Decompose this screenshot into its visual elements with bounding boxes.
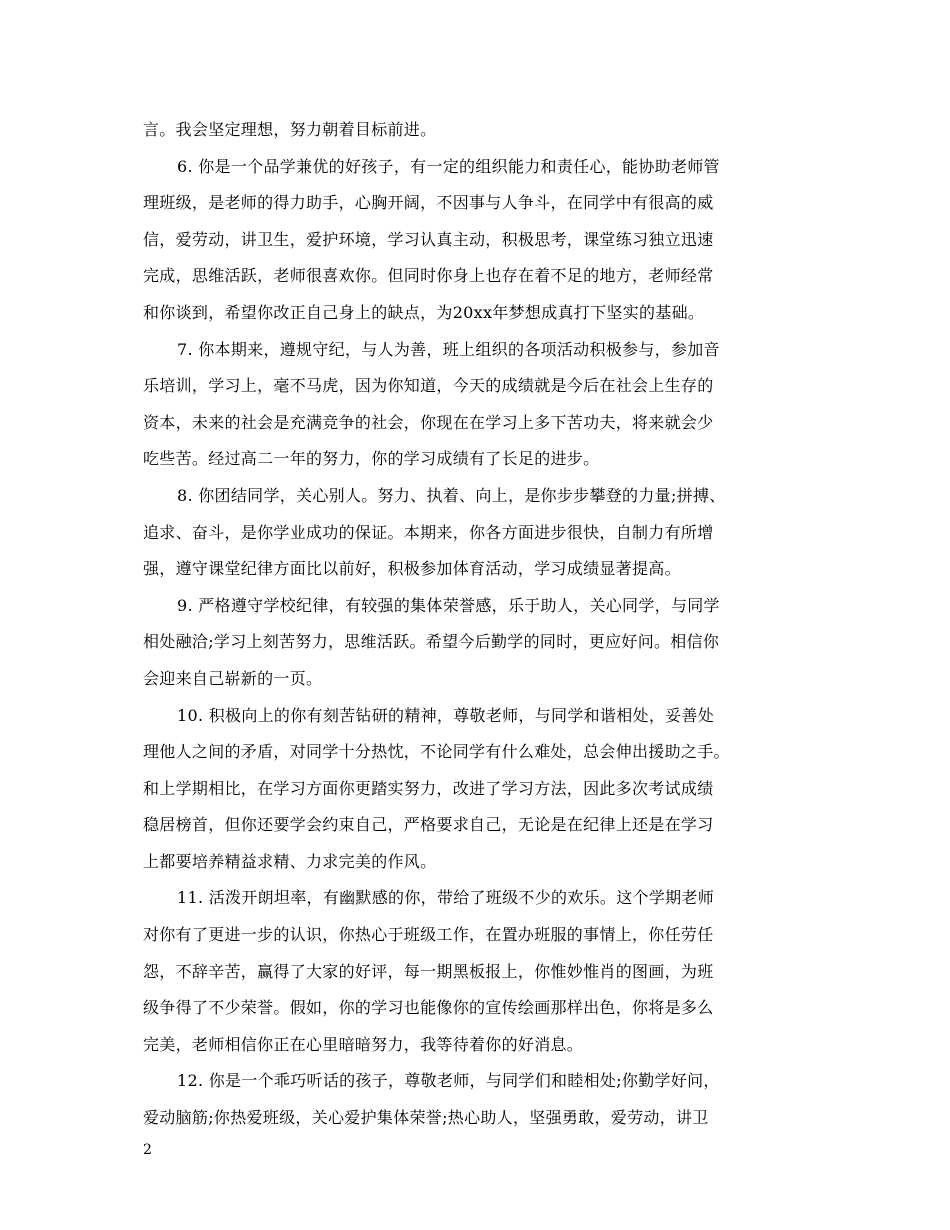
text-line: 理班级，是老师的得力助手，心胸开阔，不因事与人争斗，在同学中有很高的威 [143,193,714,213]
text-line: 会迎来自己崭新的一页。 [143,668,323,688]
text-line: 爱动脑筋;你热爱班级，关心爱护集体荣誉;热心助人，坚强勇敢，爱劳动，讲卫 [143,1108,709,1128]
text-line: 资本，未来的社会是充满竞争的社会，你现在在学习上多下苦功夫，将来就会少 [143,412,714,432]
paragraph-item-8: 8. 你团结同学，关心别人。努力、执着、向上，是你步步攀登的力量;拼搏、 [177,485,726,505]
paragraph-item-9: 9. 严格遵守学校纪律，有较强的集体荣誉感，乐于助人，关心同学，与同学 [177,595,720,615]
text-line: 追求、奋斗，是你学业成功的保证。本期来，你各方面进步很快，自制力有所增 [143,522,714,542]
text-line: 信，爱劳动，讲卫生，爱护环境，学习认真主动，积极思考，课堂练习独立迅速 [143,229,714,249]
paragraph-item-7: 7. 你本期来，遵规守纪，与人为善，班上组织的各项活动积极参与，参加音 [177,339,720,359]
paragraph-item-11: 11. 活泼开朗坦率，有幽默感的你，带给了班级不少的欢乐。这个学期老师 [177,888,715,908]
text-line: 理他人之间的矛盾，对同学十分热忱，不论同学有什么难处，总会伸出援助之手。 [143,742,730,762]
page-number: 2 [143,1142,152,1158]
text-line: 上都要培养精益求精、力求完美的作风。 [143,851,437,871]
text-line: 相处融洽;学习上刻苦努力，思维活跃。希望今后勤学的同时，更应好问。相信你 [143,632,720,652]
document-body [143,112,811,1137]
text-line: 言。我会坚定理想，努力朝着目标前进。 [143,120,437,139]
text-line: 级争得了不少荣誉。假如，你的学习也能像你的宣传绘画那样出色，你将是多么 [143,998,714,1018]
text-line: 完成，思维活跃，老师很喜欢你。但同时你身上也存在着不足的地方，老师经常 [143,266,714,286]
paragraph-item-12: 12. 你是一个乖巧听话的孩子，尊敬老师，与同学们和睦相处;你勤学好问， [177,1071,720,1091]
text-line: 吃些苦。经过高二一年的努力，你的学习成绩有了长足的进步。 [143,449,600,469]
text-line: 乐培训，学习上，毫不马虎，因为你知道，今天的成绩就是今后在社会上生存的 [143,376,714,396]
text-line: 稳居榜首，但你还要学会约束自己，严格要求自己，无论是在纪律上还是在学习 [143,815,714,835]
text-line: 怨，不辞辛苦，赢得了大家的好评，每一期黑板报上，你惟妙惟肖的图画，为班 [143,961,714,981]
text-line: 强，遵守课堂纪律方面比以前好，积极参加体育活动，学习成绩显著提高。 [143,559,681,579]
text-line: 和你谈到，希望你改正自己身上的缺点，为20xx年梦想成真打下坚实的基础。 [143,302,705,322]
text-line: 完美，老师相信你正在心里暗暗努力，我等待着你的好消息。 [143,1034,584,1054]
paragraph-item-10: 10. 积极向上的你有刻苦钻研的精神，尊敬老师，与同学和谐相处，妥善处 [177,705,715,725]
text-line: 和上学期相比，在学习方面你更踏实努力，改进了学习方法，因此多次考试成绩 [143,778,714,798]
paragraph-item-6: 6. 你是一个品学兼优的好孩子，有一定的组织能力和责任心，能协助老师管 [177,156,720,176]
text-line: 对你有了更进一步的认识，你热心于班级工作，在置办班服的事情上，你任劳任 [143,925,714,945]
